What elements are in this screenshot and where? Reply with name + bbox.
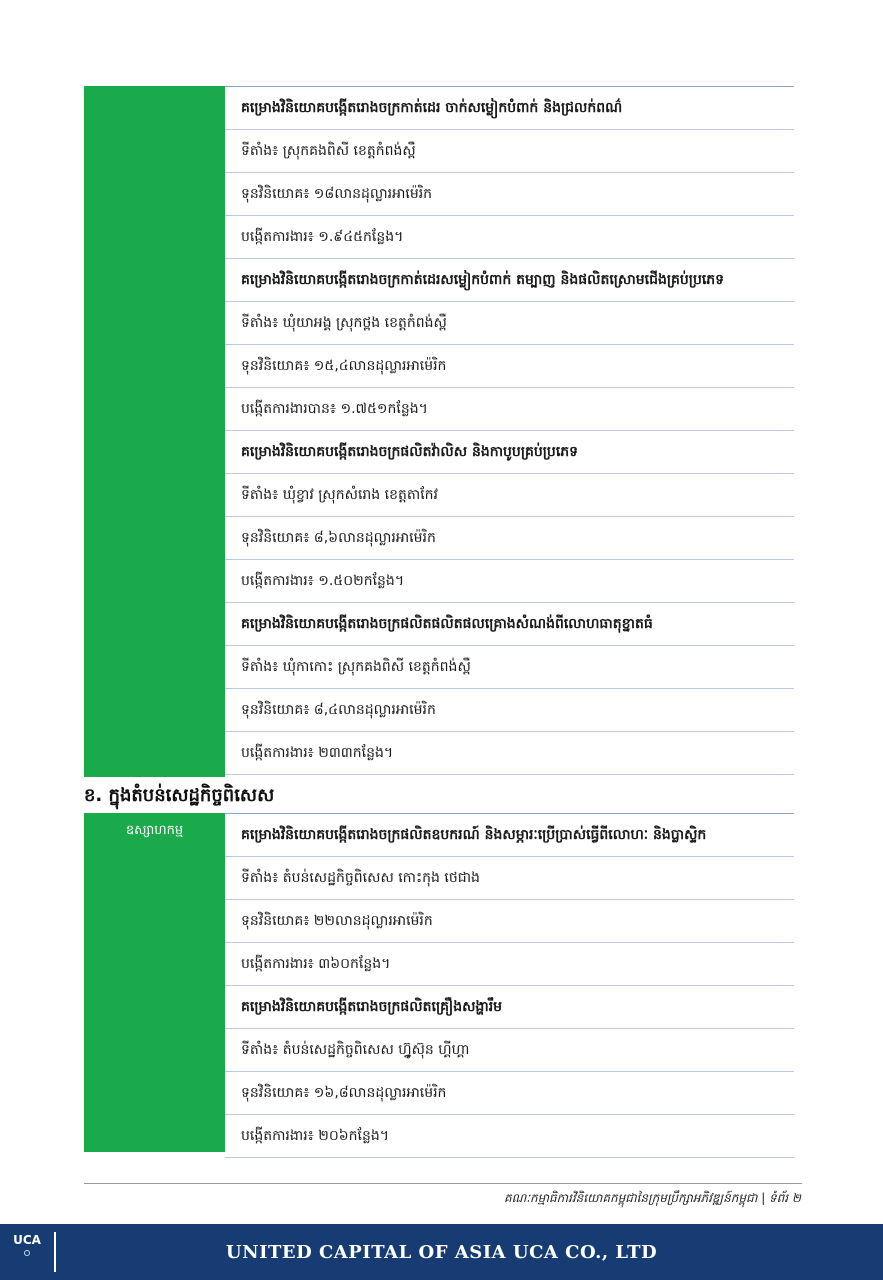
investment-table-2	[84, 813, 794, 1152]
project-detail-row: បង្កើតការងារ៖ ២០៦កន្លែង។	[225, 1115, 794, 1158]
project-detail-row: បង្កើតការងារ៖ ១.៩៤៥កន្លែង។	[225, 216, 794, 259]
project-detail-row: ទីតាំង៖ តំបន់សេដ្ឋកិច្ចពិសេស ហ្វ៊ូស៊ុន ហ្គីហ្គា	[225, 1029, 794, 1072]
logo-text: UCA	[13, 1233, 41, 1247]
project-title-row: គម្រោងវិនិយោគបង្កើតរោងចក្រផលិតឧបករណ៍ និងសម្ភារៈប្រើប្រាស់ធ្វើពីលោហៈ និងប្លាស្ទិក	[225, 814, 794, 857]
investment-table-1	[84, 86, 794, 777]
project-title-row: គម្រោងវិនិយោគបង្កើតរោងចក្រកាត់ដេរសម្លៀកបំពាក់ តម្បាញ និងផលិតស្រោមជើងគ្រប់ប្រភេទ	[225, 259, 794, 302]
logo-divider	[54, 1232, 56, 1272]
project-detail-row: បង្កើតការងារ៖ ១.៥០២កន្លែង។	[225, 560, 794, 603]
project-detail-row: ទីតាំង៖ ឃុំកាកោះ ស្រុកគងពិសី ខេត្តកំពង់ស្ពឺ	[225, 646, 794, 689]
project-detail-row: បង្កើតការងារ៖ ៣៦០កន្លែង។	[225, 943, 794, 986]
project-detail-row: ទុនវិនិយោគ៖ ១៦,៨លានដុល្លារអាម៉េរិក	[225, 1072, 794, 1115]
table-rows	[225, 813, 794, 1152]
project-detail-row: ទុនវិនិយោគ៖ ៨,៦លានដុល្លារអាម៉េរិក	[225, 517, 794, 560]
project-title-row: គម្រោងវិនិយោគបង្កើតរោងចក្រផលិតគ្រឿងសង្ហារឹម	[225, 986, 794, 1029]
table-rows	[225, 86, 794, 777]
project-detail-row: ទុនវិនិយោគ៖ ៨,៤លានដុល្លារអាម៉េរិក	[225, 689, 794, 732]
project-detail-row: ទុនវិនិយោគ៖ ២២លានដុល្លារអាម៉េរិក	[225, 900, 794, 943]
uca-logo	[10, 1233, 44, 1271]
company-name: UNITED CAPITAL OF ASIA UCA CO., LTD	[225, 1241, 658, 1263]
bottom-bar	[0, 1224, 883, 1280]
category-column	[84, 813, 225, 1152]
category-label: ឧស្សាហកម្ម	[125, 822, 184, 838]
footer-note: គណៈកម្មាធិការវិនិយោគកម្ពុជានៃក្រុមប្រឹក្សាអភិវឌ្ឍន៍កម្ពុជា | ទំព័រ ២	[504, 1191, 801, 1205]
category-column	[84, 86, 225, 777]
section-heading: ខ. ក្នុងតំបន់សេដ្ឋកិច្ចពិសេស	[84, 785, 275, 806]
project-detail-row: បង្កើតការងារ៖ ២៣៣កន្លែង។	[225, 732, 794, 775]
logo-circle-icon	[24, 1250, 30, 1256]
project-detail-row: ទីតាំង៖ ឃុំយាអង្គ ស្រុកថ្ពង ខេត្តកំពង់ស្ពឺ	[225, 302, 794, 345]
project-title-row: គម្រោងវិនិយោគបង្កើតរោងចក្រកាត់ដេរ ចាក់សម្លៀកបំពាក់ និងជ្រលក់ពណ៌	[225, 87, 794, 130]
project-detail-row: ទុនវិនិយោគ៖ ១៨លានដុល្លារអាម៉េរិក	[225, 173, 794, 216]
project-title-row: គម្រោងវិនិយោគបង្កើតរោងចក្រផលិតផលិតផលគ្រោងសំណង់ពីលោហធាតុខ្នាតធំ	[225, 603, 794, 646]
project-detail-row: ទីតាំង៖ ស្រុកគងពិសី ខេត្តកំពង់ស្ពឺ	[225, 130, 794, 173]
project-detail-row: ទីតាំង៖ ឃុំខ្វាវ ស្រុកសំរោង ខេត្តតាកែវ	[225, 474, 794, 517]
project-detail-row: ទុនវិនិយោគ៖ ១៥,៤លានដុល្លារអាម៉េរិក	[225, 345, 794, 388]
project-detail-row: ទីតាំង៖ តំបន់សេដ្ឋកិច្ចពិសេស កោះកុង ថេជាង	[225, 857, 794, 900]
project-title-row: គម្រោងវិនិយោគបង្កើតរោងចក្រផលិតវ៉ាលិស និងកាបូបគ្រប់ប្រភេទ	[225, 431, 794, 474]
footer-rule	[84, 1183, 802, 1184]
project-detail-row: បង្កើតការងារបាន៖ ១.៧៥១កន្លែង។	[225, 388, 794, 431]
